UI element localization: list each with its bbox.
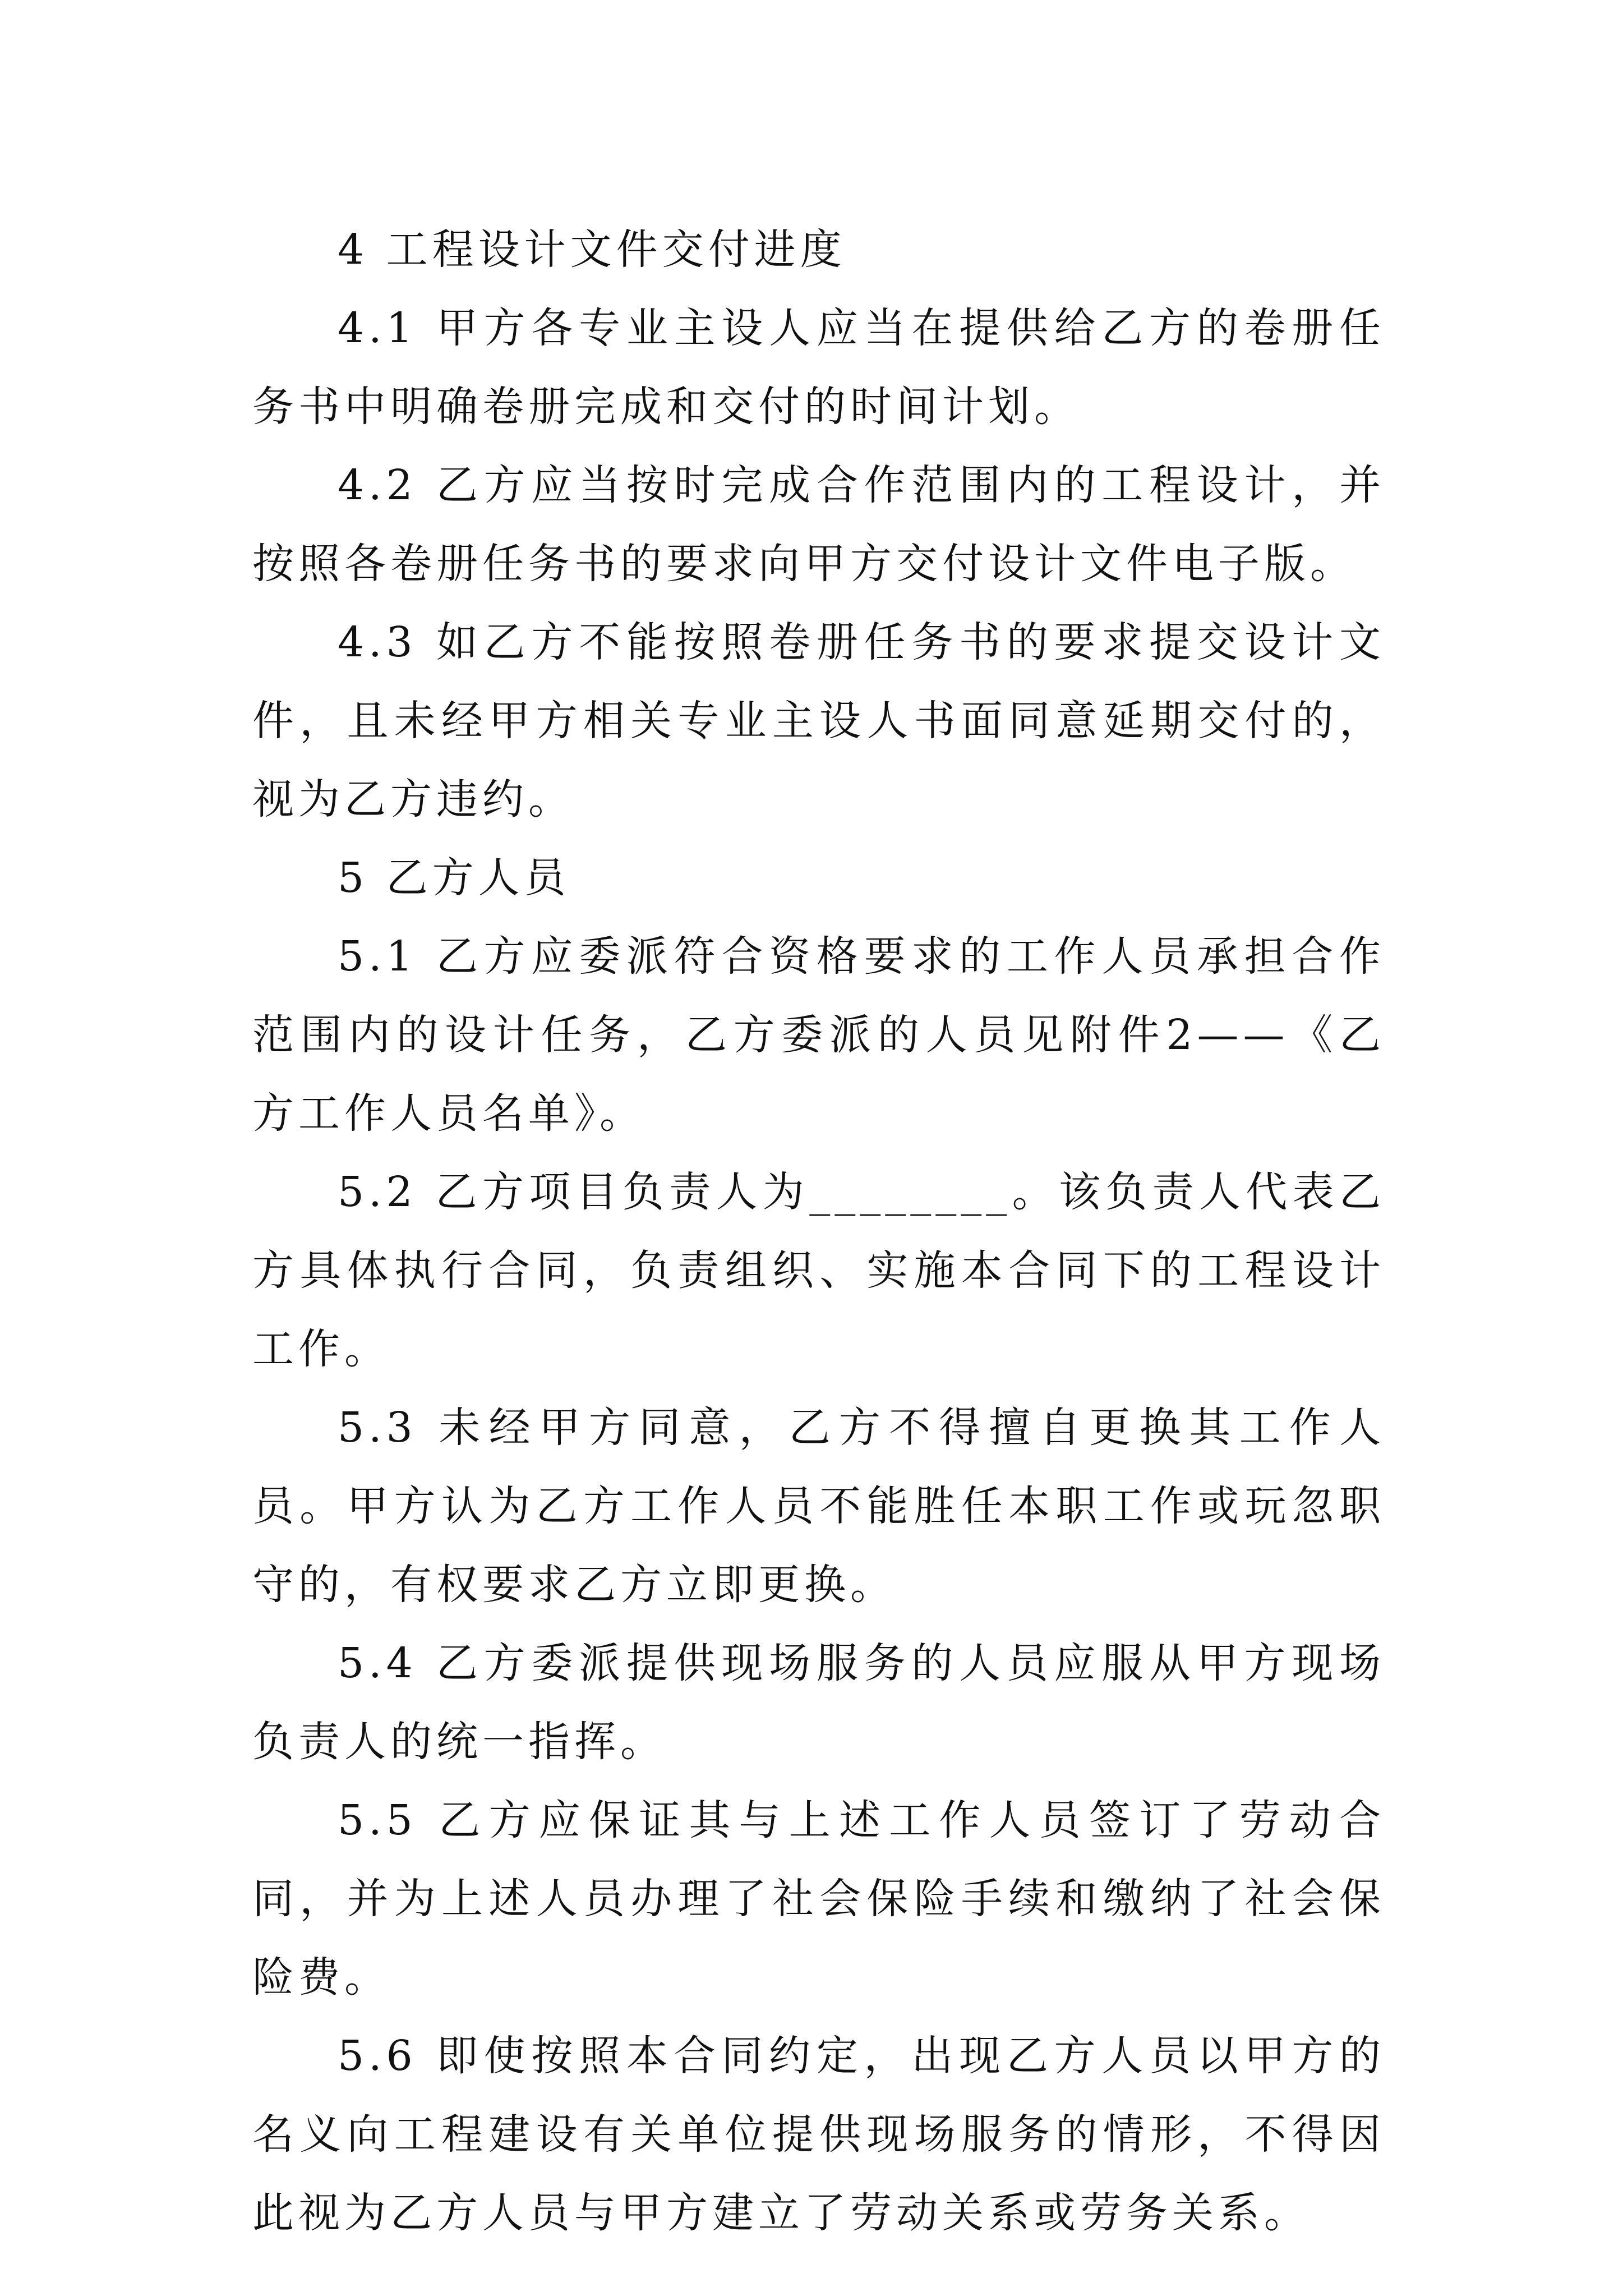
- section-4-heading: 4 工程设计文件交付进度: [338, 226, 846, 274]
- clause-4-1: 4.1 甲方各专业主设人应当在提供给乙方的卷册任务书中明确卷册完成和交付的时间计划。: [252, 304, 1385, 431]
- clause-5-1: 5.1 乙方应委派符合资格要求的工作人员承担合作范围内的设计任务，乙方委派的人员见附件2——《乙方工作人员名单》。: [252, 932, 1385, 1138]
- clause-5-6: 5.6 即使按照本合同约定，出现乙方人员以甲方的名义向工程建设有关单位提供现场服务的情形，不得因此视为乙方人员与甲方建立了劳动关系或劳务关系。: [252, 2032, 1385, 2237]
- document-body: [252, 210, 1385, 2252]
- clause-5-4: 5.4 乙方委派提供现场服务的人员应服从甲方现场负责人的统一指挥。: [252, 1639, 1385, 1766]
- clause-4-2: 4.2 乙方应当按时完成合作范围内的工程设计，并按照各卷册任务书的要求向甲方交付设计文件电子版。: [252, 461, 1385, 588]
- clause-5-2: 5.2 乙方项目负责人为________。该负责人代表乙方具体执行合同，负责组织、实施本合同下的工程设计工作。: [252, 1168, 1385, 1373]
- clause-5-5: 5.5 乙方应保证其与上述工作人员签订了劳动合同，并为上述人员办理了社会保险手续和缴纳了社会保险费。: [252, 1796, 1385, 2001]
- clause-4-3: 4.3 如乙方不能按照卷册任务书的要求提交设计文件，且未经甲方相关专业主设人书面同意延期交付的，视为乙方违约。: [252, 618, 1385, 823]
- clause-5-3: 5.3 未经甲方同意，乙方不得擅自更换其工作人员。甲方认为乙方工作人员不能胜任本职工作或玩忽职守的，有权要求乙方立即更换。: [252, 1404, 1385, 1609]
- section-5-heading: 5 乙方人员: [338, 854, 570, 902]
